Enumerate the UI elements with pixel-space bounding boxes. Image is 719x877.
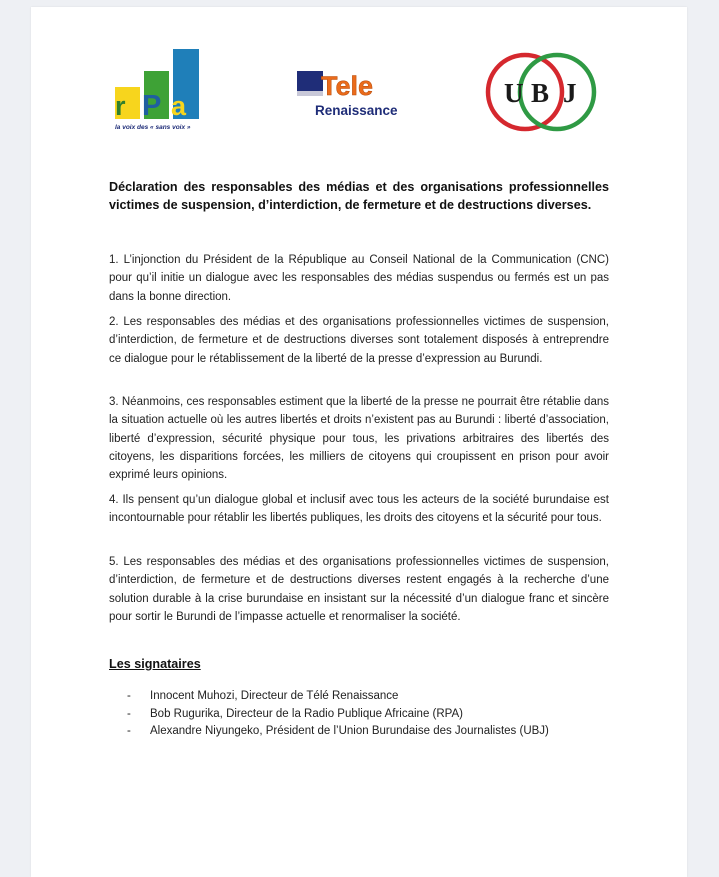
paragraph-3: 3. Néanmoins, ces responsables estiment que la liberté de la presse ne pourrait être rétablie dans la situation actuelle où les autres libertés et droits n’existent pas au Burundi : liberté d’association, liberté d’expression, sécurité physique pour tous, les privations arbitraires des libertés des citoyens, les disparitions forcées, les milliers de citoyens qui croupissent en prison pour avoir exprimé leurs opinions. [109,396,609,482]
signatory-item [109,688,609,706]
tele-word: Tele [321,71,374,101]
document-page [31,7,687,877]
renaissance-word: Renaissance [315,103,398,118]
rpa-letter-p: P [142,90,162,122]
ubj-red-ring [488,55,562,129]
ubj-logo-graphic [483,49,601,135]
list-dash: - [127,707,131,720]
tele-renaissance-graphic [295,65,401,123]
ubj-letter-u: U [504,78,524,108]
signatory-text: Innocent Muhozi, Directeur de Télé Renaissance [150,690,399,702]
signatory-text: Alexandre Niyungeko, Président de l’Union Burundaise des Journalistes (UBJ) [150,725,549,737]
signatory-item [109,706,609,724]
ubj-letter-j: J [563,78,577,108]
rpa-logo-graphic [109,47,205,133]
signatory-item [109,723,609,741]
list-dash: - [127,690,131,702]
list-dash: - [127,725,131,737]
paragraph-1: 1. L’injonction du Président de la République au Conseil National de la Communication (CNC) pour qu’il initie un dialogue avec les responsables des médias suspendus ou fermés est un pas dans la bonne direction. [109,254,609,303]
rpa-letter-a: a [171,91,187,121]
tele-renaissance-logo [295,65,401,123]
document-title: Déclaration des responsables des médias et des organisations professionnelles victimes de suspension, d’interdiction, de fermeture et de destructions diverses. [109,180,609,212]
rpa-letter-r: r [115,91,126,121]
rpa-logo [109,47,205,133]
signatories-heading: Les signataires [109,657,201,671]
ubj-letter-b: B [531,78,550,108]
ubj-logo [483,49,601,135]
paragraph-5: 5. Les responsables des médias et des organisations professionnelles victimes de suspension, d’interdiction, de fermeture et de destructions diverses restent engagés à la recherche d’une solution durable à la crise burundaise en insistant sur la nécessité d’un dialogue franc et sincère pour sortir le Burundi de l’impasse actuelle et renormaliser la société. [109,556,609,623]
signatory-text: Bob Rugurika, Directeur de la Radio Publique Africaine (RPA) [150,707,463,720]
paragraph-4: 4. Ils pensent qu’un dialogue global et inclusif avec tous les acteurs de la société burundaise est incontournable pour rétablir les libertés publiques, les droits des citoyens et la sécurité pour tous. [109,494,609,525]
paragraph-2: 2. Les responsables des médias et des organisations professionnelles victimes de suspension, d’interdiction, de fermeture et de destructions diverses sont totalement disposés à entreprendre ce dialogue pour le rétablissement de la liberté de la presse d’expression au Burundi. [109,316,609,365]
rpa-tagline: la voix des « sans voix » [115,124,191,131]
signatories-list [109,688,609,741]
